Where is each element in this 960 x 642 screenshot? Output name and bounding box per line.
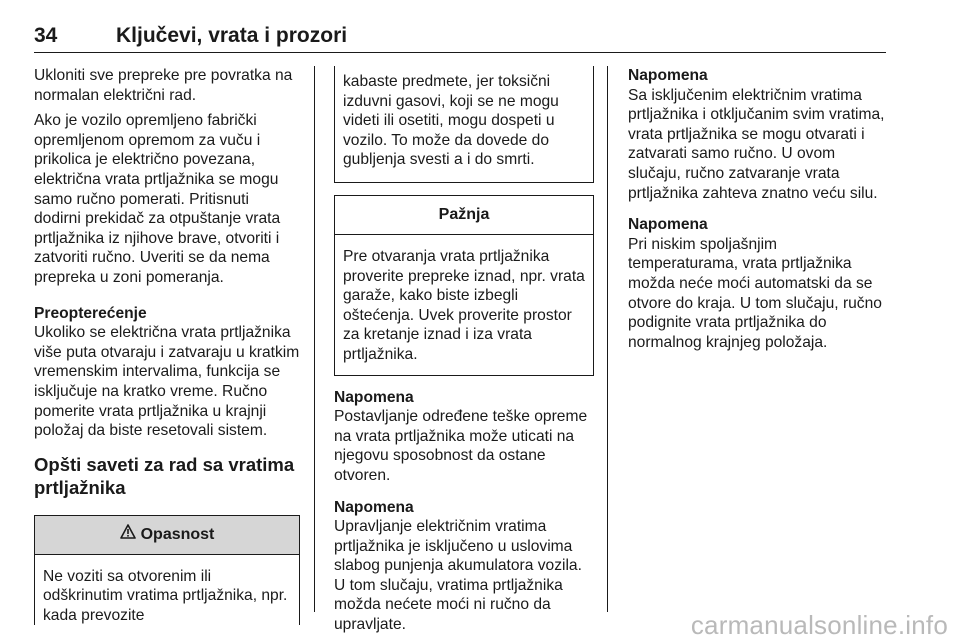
caution-box: [334, 195, 594, 376]
paragraph: Ako je vozilo opremljeno fabrički opremljenom opremom za vuču i prikolica je električno povezana, električna vrata prtljažnika se mogu samo ručno pomerati. Pritisnuti dodirni prekidač za otpuštanje vrata prtljažnika iz njihove brave, otvoriti i zatvoriti ručno. Uveriti se da nema prepreka u zoni pomeranja.: [34, 112, 281, 286]
chapter-title: Ključevi, vrata i prozori: [116, 24, 348, 47]
note-heading: Napomena: [334, 388, 414, 406]
note-text: Pri niskim spoljašnjim temperaturama, vrata prtljažnika možda neće moći automatski da se otvore do kraja. U tom slučaju, ručno podignite vrata prtljažnika do normalnog krajnjeg položaja.: [628, 235, 882, 351]
page-header: [34, 22, 886, 53]
danger-box-title: Opasnost: [140, 525, 215, 543]
danger-box-continuation: kabaste predmete, jer toksični izduvni gasovi, koji se ne mogu videti ili osetiti, mogu dospeti u vozilo. To može da dovede do gubljenja svesti a i do smrti.: [334, 66, 594, 183]
column-divider-left: [314, 66, 315, 612]
overload-text: Ukoliko se električna vrata prtljažnika više puta otvaraju i zatvaraju u kratkim vremenskim intervalima, funkcija se isključuje na kratko vreme. Ručno pomerite vrata prtljažnika u krajnji položaj da biste resetovali sistem.: [34, 324, 300, 440]
caution-box-title: Pažnja: [335, 196, 593, 235]
note-heading: Napomena: [628, 216, 708, 234]
column-divider-right: [607, 66, 608, 612]
danger-box-header: [35, 516, 299, 555]
caution-box-text: Pre otvaranja vrata prtljažnika proverite prepreke iznad, npr. vrata garaže, kako biste izbegli oštećenja. Uvek proverite prostor za kretanje iznad i iza vrata prtljažnika.: [343, 247, 585, 363]
column-1: [34, 66, 300, 625]
warning-triangle-icon: [120, 524, 136, 545]
note-text: Upravljanje električnim vratima prtljažnika je isključeno u uslovima slabog punjenja akumulatora vozila. U tom slučaju, vratima prtljažnika možda nećete moći ni ručno da upravljate.: [334, 518, 582, 634]
column-3: [628, 66, 890, 358]
danger-box: [34, 515, 300, 625]
overload-heading: Preopterećenje: [34, 304, 147, 322]
note-text: Postavljanje određene teške opreme na vrata prtljažnika može uticati na njegovu sposobnost da ostane otvoren.: [334, 408, 588, 484]
paragraph: Ukloniti sve prepreke pre povratka na normalan električni rad.: [34, 67, 293, 104]
note-heading: Napomena: [628, 67, 708, 84]
note-heading: Napomena: [334, 498, 414, 516]
column-2: [334, 66, 594, 641]
page-number: 34: [34, 24, 58, 47]
watermark: carmanualsonline.info: [690, 610, 948, 640]
danger-box-text: Ne voziti sa otvorenim ili odškrinutim vratima prtljažnika, npr. kada prevozite: [43, 567, 288, 624]
section-heading: Opšti saveti za rad sa vratima prtljažnika: [34, 453, 295, 498]
note-text: Sa isključenim električnim vratima prtljažnika i otključanim svim vratima, vrata prtljažnika se mogu otvarati i zatvarati samo ručno. U ovom slučaju, ručno zatvaranje vrata prtljažnika zahteva znatno veću silu.: [628, 86, 885, 202]
